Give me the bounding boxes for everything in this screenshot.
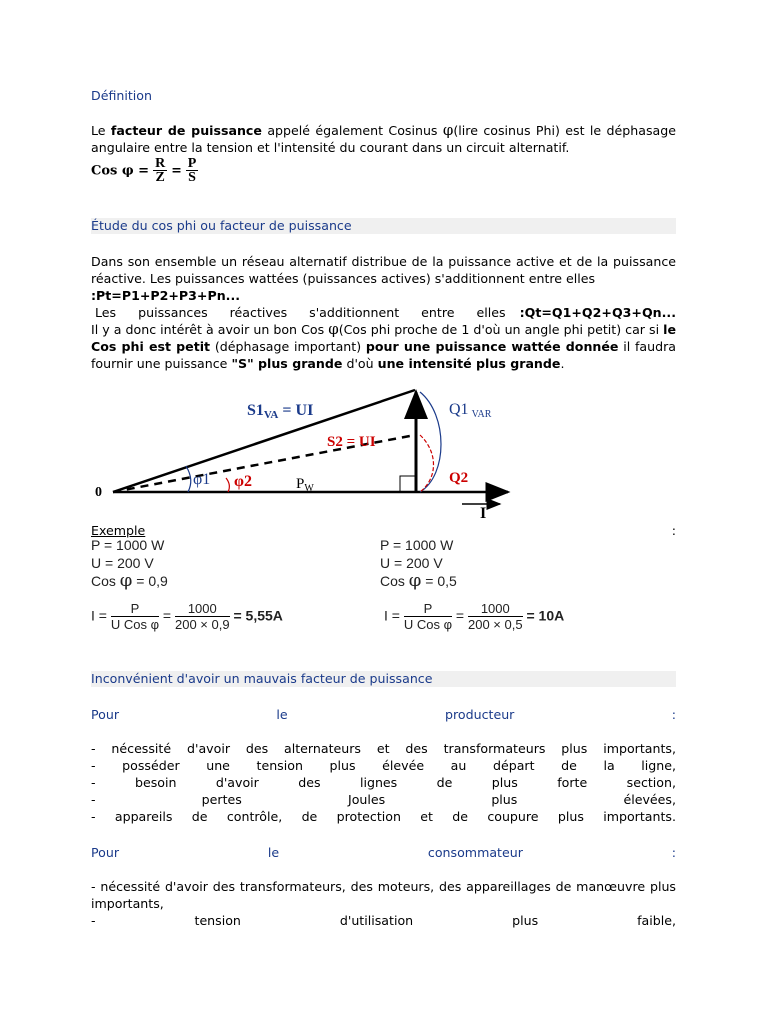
result: = 10A [526, 607, 565, 624]
list-item: - appareils de contrôle, de protection et de coupure plus importants. [91, 809, 676, 824]
cos-phi-formula [91, 157, 676, 185]
etude-paragraph-2 [91, 304, 676, 321]
etude-paragraph-3 [91, 321, 676, 372]
text: appelé également Cosinus [261, 123, 443, 138]
list-item: - posséder une tension plus élevée au départ de la ligne, [91, 758, 676, 773]
p-label [296, 476, 314, 494]
consommateur-line [91, 844, 676, 861]
definition-heading: Définition [91, 88, 152, 103]
equals: = [171, 162, 182, 178]
fraction [111, 602, 159, 632]
fraction [468, 602, 523, 632]
phi-symbol: φ [328, 320, 339, 338]
example-right [380, 536, 564, 632]
text: (déphasage important) [210, 339, 366, 354]
phi-symbol: φ [408, 570, 422, 591]
fraction [404, 602, 452, 632]
denominator: 200 × 0,9 [175, 617, 230, 632]
result: = 5,55A [233, 607, 283, 624]
voltage-value: U = 200 V [380, 555, 443, 571]
numerator: 1000 [175, 602, 230, 617]
phi1-label: φ1 [193, 471, 211, 488]
text: Les puissances réactives s'additionnent entre elles [95, 305, 506, 320]
etude-heading: Étude du cos phi ou facteur de puissance [91, 218, 676, 234]
list-item: - pertes Joules plus élevées, [91, 792, 676, 807]
text: = 0,5 [421, 573, 457, 589]
fraction [175, 602, 230, 632]
numerator: R [155, 156, 166, 171]
etude-paragraph-1 [91, 253, 676, 304]
bold-text: facteur de puissance [110, 123, 262, 138]
i-label: I [480, 505, 487, 520]
text: Cos [91, 573, 120, 589]
text: Dans son ensemble un réseau alternatif distribue de la puissance active et de la puissance réactive. Les puissances wattées (puissances actives) s'additionnent entre elles [91, 254, 676, 286]
numerator: P [404, 602, 452, 617]
text: I = [384, 607, 400, 624]
consommateur-list [91, 878, 676, 929]
q2-arc [420, 435, 434, 492]
producteur-line [91, 706, 676, 723]
current-formula [91, 602, 283, 632]
numerator: P [111, 602, 159, 617]
phi2-arc [226, 478, 229, 492]
text: = UI [278, 402, 314, 419]
word: Pour [91, 845, 120, 860]
origin-label: 0 [95, 485, 102, 500]
cos-phi-value [380, 572, 564, 590]
voltage-value: U = 200 V [91, 555, 154, 571]
right-angle-mark [400, 476, 416, 492]
word: consommateur [427, 845, 523, 860]
word: le [267, 845, 280, 860]
bold-text: une intensité plus grande [377, 356, 561, 371]
colon: : [671, 523, 676, 538]
producteur-list [91, 740, 676, 825]
power-value: P = 1000 W [91, 537, 165, 553]
list-item: - nécessité d'avoir des alternateurs et des transformateurs plus importants, [91, 741, 676, 756]
bold-formula: :Pt=P1+P2+P3+Pn... [91, 288, 241, 303]
subscript: W [304, 483, 314, 494]
denominator: U Cos φ [403, 617, 453, 632]
word: : [671, 707, 676, 722]
word: Pour [91, 707, 120, 722]
formula-lhs: Cos φ = [91, 163, 150, 179]
text: = [455, 607, 465, 624]
text: d'où [342, 356, 378, 371]
subscript: VA [263, 409, 279, 421]
subscript: VAR [471, 409, 492, 420]
power-value: P = 1000 W [380, 537, 454, 553]
text: Q1 [449, 401, 469, 418]
text: Il y a donc intérêt à avoir un bon Cos [91, 322, 329, 337]
list-item: - nécessité d'avoir des transformateurs, des moteurs, des appareillages de manœuvre plus importants, [91, 879, 676, 911]
bold-text: le Cos phi est petit [91, 322, 677, 354]
fraction-r-z [153, 157, 167, 185]
current-formula [384, 602, 564, 632]
word: producteur [445, 707, 515, 722]
numerator: P [187, 156, 197, 171]
denominator: U Cos φ [110, 617, 160, 632]
text: = [162, 607, 172, 624]
q2-label: Q2 [449, 470, 469, 486]
denominator: 200 × 0,5 [468, 617, 523, 632]
exemple-label: Exemple [91, 523, 146, 538]
bold-text: pour une puissance wattée donnée [365, 339, 619, 354]
example-left [91, 536, 283, 632]
q1-arc [420, 392, 441, 492]
power-triangle-diagram [0, 380, 768, 520]
denominator: Z [155, 170, 165, 185]
bold-text: "S" plus grande [231, 356, 343, 371]
text: S1 [247, 402, 264, 419]
s1-label [247, 402, 313, 421]
list-item: - besoin d'avoir des lignes de plus forte section, [91, 775, 676, 790]
text: il faudra fournir une puissance [91, 339, 676, 371]
phi-symbol: φ [119, 570, 133, 591]
numerator: 1000 [468, 602, 523, 617]
definition-paragraph [91, 122, 676, 156]
text: Cos [380, 573, 409, 589]
text: (lire cosinus Phi) est le déphasage angulaire entre la tension et l'intensité du courant dans un circuit alternatif. [91, 123, 676, 155]
q1-label [449, 401, 492, 420]
cos-phi-value [91, 572, 283, 590]
word: le [276, 707, 288, 722]
text: (Cos phi proche de 1 d'où un angle phi petit) car si [338, 322, 664, 337]
inconvenient-heading: Inconvénient d'avoir un mauvais facteur de puissance [91, 671, 676, 687]
text: P [296, 476, 305, 492]
text: Le [91, 123, 111, 138]
s2-label: S2 = UI [327, 434, 376, 450]
phi-symbol: φ [442, 121, 454, 139]
bold-formula: :Qt=Q1+Q2+Q3+Qn... [519, 305, 676, 320]
fraction-p-s [186, 157, 199, 185]
word: : [671, 845, 676, 860]
phi2-label: φ2 [234, 473, 252, 490]
list-item: - tension d'utilisation plus faible, [91, 913, 676, 928]
text: I = [91, 607, 107, 624]
text: . [560, 356, 565, 371]
text: = 0,9 [132, 573, 168, 589]
denominator: S [188, 170, 196, 185]
